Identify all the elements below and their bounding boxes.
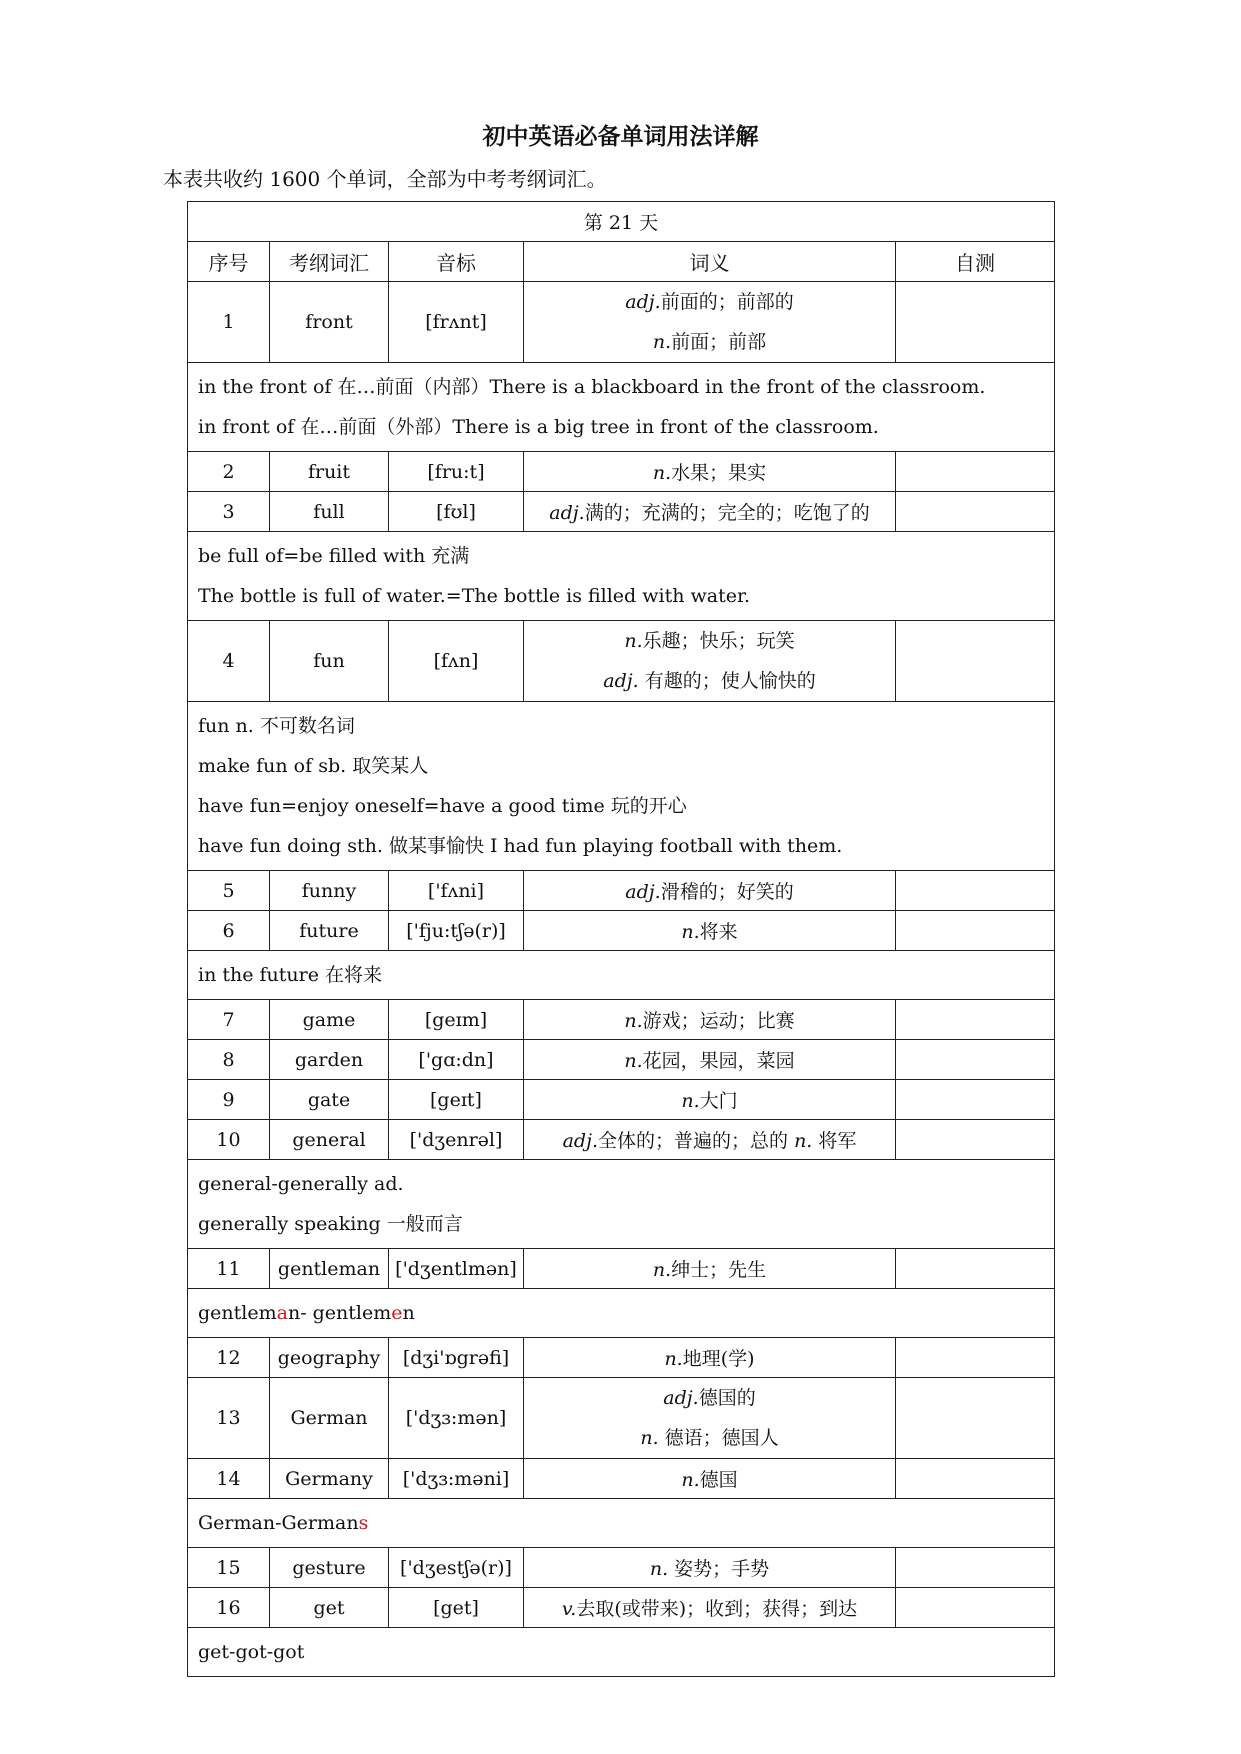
- word-number: 6: [188, 911, 270, 951]
- note-row-general: [188, 1160, 1055, 1249]
- sense-line: [664, 1348, 754, 1370]
- sense-line: [624, 1050, 794, 1072]
- sense-line: [794, 1130, 856, 1152]
- meaning: [524, 871, 896, 911]
- part-of-speech: n.: [681, 1090, 700, 1112]
- definition: 大门: [699, 1090, 738, 1112]
- self-test-cell[interactable]: [896, 621, 1055, 702]
- meaning: [524, 1000, 896, 1040]
- definition: 乐趣；快乐；玩笑: [642, 630, 795, 652]
- word-number: 9: [188, 1080, 270, 1120]
- note-line: [198, 1293, 1044, 1333]
- note-text: gentlem: [198, 1302, 277, 1324]
- part-of-speech: v.: [561, 1598, 577, 1620]
- phonetic: ['dʒɜ:mən]: [389, 1378, 524, 1459]
- meaning: [524, 1459, 896, 1499]
- definition: 地理(学): [682, 1348, 755, 1370]
- note-line: general-generally ad.: [198, 1173, 404, 1195]
- word-row: [188, 1040, 1055, 1080]
- sense-line: [681, 1090, 737, 1112]
- word-row: [188, 1459, 1055, 1499]
- word-row: [188, 1338, 1055, 1378]
- sense-line: [562, 1598, 857, 1620]
- part-of-speech: n.: [664, 1348, 683, 1370]
- definition: 德语；德国人: [658, 1427, 779, 1449]
- note-get: [188, 1628, 1055, 1677]
- sense-line: [653, 462, 766, 484]
- phonetic: [fʌn]: [389, 621, 524, 702]
- document-title: 初中英语必备单词用法详解: [482, 123, 759, 150]
- phonetic: ['gɑ:dn]: [389, 1040, 524, 1080]
- vocab-word: Germany: [270, 1459, 389, 1499]
- self-test-cell[interactable]: [896, 911, 1055, 951]
- part-of-speech: n.: [681, 921, 700, 943]
- phonetic: [dʒi'ɒgrəfi]: [389, 1338, 524, 1378]
- note-fun: [188, 702, 1055, 871]
- part-of-speech: n.: [624, 1050, 643, 1072]
- note-line: in the future 在将来: [198, 964, 383, 986]
- vocab-word: garden: [270, 1040, 389, 1080]
- sense-line: [625, 881, 793, 903]
- word-row: [188, 1548, 1055, 1588]
- self-test-cell[interactable]: [896, 282, 1055, 363]
- sense-line: [681, 921, 737, 943]
- phonetic: [frʌnt]: [389, 282, 524, 363]
- vocab-word: geography: [270, 1338, 389, 1378]
- word-row: [188, 1249, 1055, 1289]
- definition: 水果；果实: [671, 462, 767, 484]
- phonetic: [fʊl]: [389, 492, 524, 532]
- header-phonetic: 音标: [389, 242, 524, 282]
- part-of-speech: n.: [624, 1010, 643, 1032]
- note-row-gentleman: [188, 1289, 1055, 1338]
- meaning: [524, 621, 896, 702]
- part-of-speech: n.: [652, 1259, 672, 1281]
- word-number: 3: [188, 492, 270, 532]
- self-test-cell[interactable]: [896, 1249, 1055, 1289]
- sense-line: [528, 661, 891, 701]
- self-test-cell[interactable]: [896, 871, 1055, 911]
- part-of-speech: n.: [649, 1558, 669, 1580]
- part-of-speech: adj.: [663, 1387, 699, 1409]
- phonetic: ['dʒestʃə(r)]: [389, 1548, 524, 1588]
- word-number: 11: [188, 1249, 270, 1289]
- word-number: 7: [188, 1000, 270, 1040]
- self-test-cell[interactable]: [896, 1338, 1055, 1378]
- highlight-letter: s: [358, 1512, 369, 1534]
- definition: 姿势；手势: [668, 1558, 770, 1580]
- definition: 去取(或带来)；收到；获得；到达: [576, 1598, 858, 1620]
- word-number: 1: [188, 282, 270, 363]
- part-of-speech: adj.: [625, 291, 661, 313]
- meaning: [524, 1040, 896, 1080]
- vocab-word: full: [270, 492, 389, 532]
- part-of-speech: n.: [640, 1427, 659, 1449]
- word-number: 12: [188, 1338, 270, 1378]
- word-number: 5: [188, 871, 270, 911]
- word-row: [188, 492, 1055, 532]
- day-header-row: [188, 202, 1055, 242]
- self-test-cell[interactable]: [896, 1378, 1055, 1459]
- sense-line: [528, 282, 891, 322]
- note-gentleman: [188, 1289, 1055, 1338]
- sense-line: [681, 1469, 737, 1491]
- vocab-word: front: [270, 282, 389, 363]
- vocab-word: fun: [270, 621, 389, 702]
- part-of-speech: n.: [681, 1469, 700, 1491]
- vocab-word: gesture: [270, 1548, 389, 1588]
- vocab-word: fruit: [270, 452, 389, 492]
- meaning: [524, 911, 896, 951]
- word-row: [188, 1588, 1055, 1628]
- note-row-full: [188, 532, 1055, 621]
- part-of-speech: adj.: [549, 502, 585, 524]
- note-front: [188, 363, 1055, 452]
- sense-line: [528, 1418, 891, 1458]
- self-test-cell[interactable]: [896, 1459, 1055, 1499]
- word-number: 15: [188, 1548, 270, 1588]
- note-german: [188, 1499, 1055, 1548]
- note-future: [188, 951, 1055, 1000]
- sense-line: [549, 502, 869, 524]
- vocab-word: funny: [270, 871, 389, 911]
- meaning: [524, 1548, 896, 1588]
- self-test-cell[interactable]: [896, 1588, 1055, 1628]
- sense-line: [653, 1259, 766, 1281]
- phonetic: ['dʒentlmən]: [389, 1249, 524, 1289]
- phonetic: [get]: [389, 1588, 524, 1628]
- definition: 有趣的；使人愉快的: [638, 670, 816, 692]
- phonetic: [geɪm]: [389, 1000, 524, 1040]
- vocabulary-table: [187, 201, 1055, 1677]
- definition: 德国的: [698, 1387, 756, 1409]
- sense-line: [563, 1130, 794, 1152]
- column-header-row: [188, 242, 1055, 282]
- part-of-speech: n.: [652, 462, 672, 484]
- vocab-word: general: [270, 1120, 389, 1160]
- definition: 游戏；运动；比赛: [642, 1010, 795, 1032]
- phonetic: ['fju:tʃə(r)]: [389, 911, 524, 951]
- sense-line: [528, 322, 891, 362]
- vocab-word: get: [270, 1588, 389, 1628]
- self-test-cell[interactable]: [896, 1000, 1055, 1040]
- self-test-cell[interactable]: [896, 452, 1055, 492]
- word-row: [188, 1378, 1055, 1459]
- definition: 滑稽的；好笑的: [660, 881, 794, 903]
- phonetic: ['fʌni]: [389, 871, 524, 911]
- vocab-word: game: [270, 1000, 389, 1040]
- phonetic: ['dʒenrəl]: [389, 1120, 524, 1160]
- header-meaning: 词义: [524, 242, 896, 282]
- vocab-word: future: [270, 911, 389, 951]
- highlight-letter: a: [276, 1302, 288, 1324]
- day-label: 第 21 天: [188, 202, 1055, 242]
- note-full: [188, 532, 1055, 621]
- word-number: 10: [188, 1120, 270, 1160]
- note-line: have fun doing sth. 做某事愉快 I had fun playing football with them.: [198, 835, 843, 857]
- definition: 满的；充满的；完全的；吃饱了的: [584, 502, 870, 524]
- meaning: [524, 1249, 896, 1289]
- note-line: make fun of sb. 取笑某人: [198, 755, 429, 777]
- definition: 前面的；前部的: [660, 291, 794, 313]
- definition: 花园，果园，菜园: [642, 1050, 795, 1072]
- vocab-word: gate: [270, 1080, 389, 1120]
- note-text: German-German: [198, 1512, 359, 1534]
- word-row: [188, 1120, 1055, 1160]
- part-of-speech: adj.: [625, 881, 661, 903]
- note-text: n- gentlem: [287, 1302, 392, 1324]
- meaning: [524, 492, 896, 532]
- self-test-cell[interactable]: [896, 492, 1055, 532]
- meaning: [524, 1080, 896, 1120]
- word-row: [188, 452, 1055, 492]
- word-row: [188, 871, 1055, 911]
- word-number: 4: [188, 621, 270, 702]
- meaning: [524, 1120, 896, 1160]
- part-of-speech: n.: [624, 630, 643, 652]
- sense-line: [528, 1378, 891, 1418]
- note-line: be full of=be filled with 充满: [198, 545, 470, 567]
- definition: 全体的；普遍的；总的: [598, 1130, 795, 1152]
- phonetic: [geɪt]: [389, 1080, 524, 1120]
- vocab-word: German: [270, 1378, 389, 1459]
- note-general: [188, 1160, 1055, 1249]
- word-number: 14: [188, 1459, 270, 1499]
- meaning: [524, 1588, 896, 1628]
- phonetic: [fru:t]: [389, 452, 524, 492]
- intro-text: 本表共收约 1600 个单词，全部为中考考纲词汇。: [163, 167, 607, 191]
- header-self-test: 自测: [896, 242, 1055, 282]
- self-test-cell[interactable]: [896, 1120, 1055, 1160]
- note-row-front: [188, 363, 1055, 452]
- word-row: [188, 911, 1055, 951]
- sense-line: [650, 1558, 769, 1580]
- definition: 德国: [699, 1469, 738, 1491]
- word-number: 2: [188, 452, 270, 492]
- note-text: n: [402, 1302, 415, 1324]
- sense-line: [528, 621, 891, 661]
- word-number: 8: [188, 1040, 270, 1080]
- note-row-german: [188, 1499, 1055, 1548]
- part-of-speech: n.: [652, 331, 672, 353]
- highlight-letter: e: [391, 1302, 403, 1324]
- word-number: 13: [188, 1378, 270, 1459]
- word-row: [188, 621, 1055, 702]
- word-number: 16: [188, 1588, 270, 1628]
- meaning: [524, 282, 896, 363]
- note-row-future: [188, 951, 1055, 1000]
- meaning: [524, 1338, 896, 1378]
- part-of-speech: n.: [794, 1130, 813, 1152]
- header-number: 序号: [188, 242, 270, 282]
- word-row: [188, 1000, 1055, 1040]
- note-line: [198, 1503, 1044, 1543]
- note-line: The bottle is full of water.=The bottle is filled with water.: [198, 585, 751, 607]
- note-row-get: [188, 1628, 1055, 1677]
- vocab-word: gentleman: [270, 1249, 389, 1289]
- definition: 将来: [699, 921, 738, 943]
- phonetic: ['dʒɜ:məni]: [389, 1459, 524, 1499]
- self-test-cell[interactable]: [896, 1040, 1055, 1080]
- self-test-cell[interactable]: [896, 1080, 1055, 1120]
- part-of-speech: adj.: [603, 670, 639, 692]
- word-row: [188, 1080, 1055, 1120]
- definition: 前面；前部: [671, 331, 767, 353]
- note-line: in the front of 在…前面（内部）There is a blackboard in the front of the classroom.: [198, 376, 986, 398]
- meaning: [524, 1378, 896, 1459]
- note-row-fun: [188, 702, 1055, 871]
- note-line: fun n. 不可数名词: [198, 715, 355, 737]
- word-row: [188, 282, 1055, 363]
- definition: 绅士；先生: [671, 1259, 767, 1281]
- note-line: in front of 在…前面（外部）There is a big tree in front of the classroom.: [198, 416, 879, 438]
- meaning: [524, 452, 896, 492]
- self-test-cell[interactable]: [896, 1548, 1055, 1588]
- note-line: have fun=enjoy oneself=have a good time 玩的开心: [198, 795, 687, 817]
- note-line: get-got-got: [198, 1641, 305, 1663]
- header-word: 考纲词汇: [270, 242, 389, 282]
- sense-line: [624, 1010, 794, 1032]
- note-line: generally speaking 一般而言: [198, 1213, 463, 1235]
- part-of-speech: adj.: [562, 1130, 599, 1152]
- definition: 将军: [812, 1130, 857, 1152]
